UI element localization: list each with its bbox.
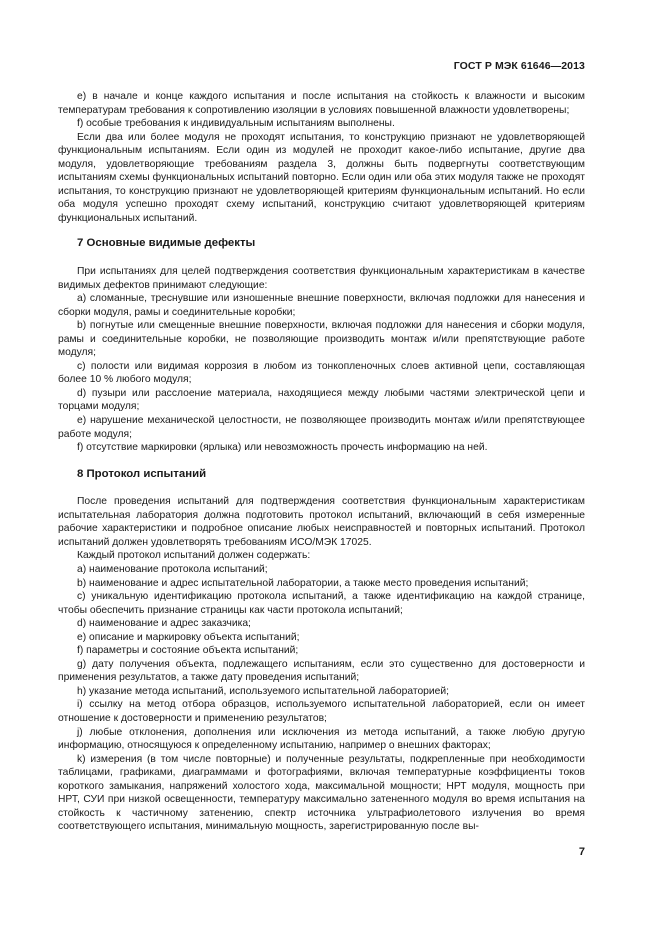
section-7-heading: 7 Основные видимые дефекты	[77, 237, 256, 250]
section-7-list-item: b) погнутые или смещенные внешние поверхности, включая подложки для нанесения и сборки модуля, рамы и соединительные коробки, не позволяющие производить монтаж и/или препятствующие работе модуля;	[58, 320, 585, 359]
intro-paragraph: e) в начале и конце каждого испытания и после испытания на стойкость к влажности и высоким температурам требования к сопротивлению изоляции в условиях повышенной влажности удовлетворены;	[58, 91, 585, 116]
section-8-paragraph: Каждый протокол испытаний должен содержать:	[77, 550, 311, 562]
section-7-list-item: d) пузыри или расслоение материала, находящиеся между любыми частями электрической цепи и торцами модуля;	[58, 387, 585, 413]
page-body	[58, 90, 585, 834]
section-7-list-item: f) отсутствие маркировки (ярлыка) или невозможность прочесть информацию на ней.	[77, 442, 488, 454]
section-8-list-item: a) наименование протокола испытаний;	[77, 563, 268, 575]
intro-paragraph: Если два или более модуля не проходят испытания, то конструкцию признают не удовлетворяющей функциональным испытаниям. Если один из модулей не проходит какое-либо испытание, другие два модуля, удовлетворяющие требованиям раздела 3, должны быть подвергнуты соответствующим испытаниям схемы функциональных испытаний повторно. Если один или оба этих модуля также не проходят испытания, то конструкцию признают не удовлетворяющей критериям функциональным испытаний. Но если оба модуля успешно проходят схему испытаний, конструкцию считают удовлетворяющей критериям функциональных испытаний.	[58, 131, 585, 224]
section-8-list-item: b) наименование и адрес испытательной лаборатории, а также место проведения испытаний;	[77, 577, 529, 589]
section-7-list-item: c) полости или видимая коррозия в любом из тонкопленочных слоев активной цепи, составляющая более 10 % любого модуля;	[58, 360, 585, 386]
document-header: ГОСТ Р МЭК 61646—2013	[453, 60, 585, 72]
section-8-list-item: c) уникальную идентификацию протокола испытаний, а также идентификацию на каждой странице, чтобы обеспечить признание страницы как части протокола испытаний;	[58, 591, 585, 616]
section-8-list-item: d) наименование и адрес заказчика;	[77, 618, 251, 630]
section-8-heading: 8 Протокол испытаний	[77, 467, 207, 480]
intro-paragraph: f) особые требования к индивидуальным испытаниям выполнены.	[77, 118, 395, 130]
section-7-list-item: e) нарушение механической целостности, не позволяющее производить монтаж и/или препятствующее работе модуля;	[58, 415, 585, 440]
section-8-paragraph: После проведения испытаний для подтверждения соответствия функциональным характеристикам испытательная лаборатория должна подготовить протокол испытаний, включающий в себя измеренные рабочие характеристики и подробное описание любых неисправностей и повторных испытаний. Протокол испытаний должен удовлетворять требованиям ИСО/МЭК 17025.	[58, 496, 585, 548]
page-number: 7	[578, 846, 585, 858]
section-7-paragraph: При испытаниях для целей подтверждения соответствия функциональным характеристикам в качестве видимых дефектов принимают следующие:	[58, 266, 585, 291]
section-8-list-item: h) указание метода испытаний, используемого испытательной лабораторией;	[77, 685, 449, 697]
section-8-list-item: e) описание и маркировку объекта испытаний;	[77, 631, 300, 643]
section-8-list-item: k) измерения (в том числе повторные) и полученные результаты, подкрепленные при необходимости таблицами, графиками, диаграммами и фотографиями, включая температурные коэффициенты токов короткого замыкания, напряжений холостого хода, максимальной мощности; НРТ модуля, мощность при НРТ, СУИ при низкой освещенности, температуру максимально затененного модуля во время испытания на стойкость к частичному затенению, спектр источника ультрафиолетового излучения во время соответствующего испытания, минимальную мощность, зарегистрированную после вы-	[58, 753, 585, 833]
section-8-list-item: f) параметры и состояние объекта испытаний;	[77, 645, 299, 657]
section-8-list-item: i) ссылку на метод отбора образцов, используемого испытательной лабораторией, если он имеет отношение к достоверности и применению результатов;	[58, 699, 585, 724]
section-8-list-item: j) любые отклонения, дополнения или исключения из метода испытаний, а также любую другую информацию, относящуюся к определенному испытанию, например о внешних факторах;	[58, 726, 585, 752]
section-8-list-item: g) дату получения объекта, подлежащего испытаниям, если это существенно для достоверности и применения результатов, а также дату проведения испытаний;	[58, 658, 585, 684]
section-7-list-item: a) сломанные, треснувшие или изношенные внешние поверхности, включая подложки для нанесения и сборки модуля, рамы и соединительные коробки;	[58, 293, 585, 318]
